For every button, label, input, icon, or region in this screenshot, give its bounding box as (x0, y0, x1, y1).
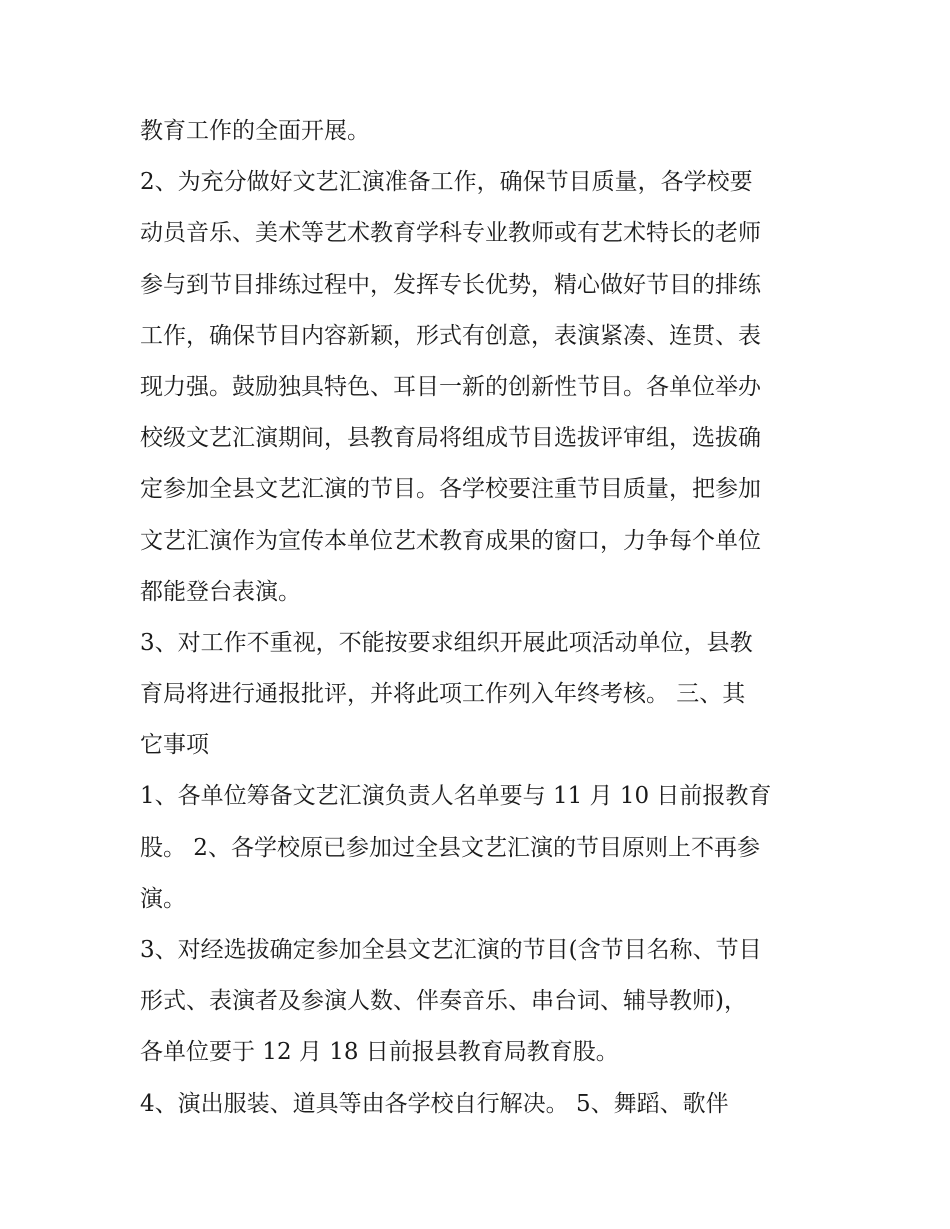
text-line: 演。 (140, 885, 186, 912)
text-line: 动员音乐、美术等艺术教育学科专业教师或有艺术特长的老师 (140, 220, 761, 247)
text-line: 3、对工作不重视，不能按要求组织开展此项活动单位，县教 (140, 629, 753, 656)
text-line: 股。 2、各学校原已参加过全县文艺汇演的节目原则上不再参 (140, 834, 760, 861)
text-line: 育局将进行通报批评，并将此项工作列入年终考核。 三、其 (140, 681, 746, 708)
text-line: 校级文艺汇演期间，县教育局将组成节目选拔评审组，选拔确 (140, 425, 761, 452)
text-line: 1、各单位筹备文艺汇演负责人名单要与 11 月 10 日前报教育 (140, 783, 772, 810)
text-line: 都能登台表演。 (140, 578, 301, 605)
text-line: 文艺汇演作为宣传本单位艺术教育成果的窗口，力争每个单位 (140, 527, 761, 554)
document-body (140, 106, 830, 1130)
text-line: 工作，确保节目内容新颖，形式有创意，表演紧凑、连贯、表 (140, 322, 761, 349)
text-line: 各单位要于 12 月 18 日前报县教育局教育股。 (140, 1039, 619, 1066)
text-line: 定参加全县文艺汇演的节目。各学校要注重节目质量，把参加 (140, 476, 761, 503)
text-line: 它事项 (140, 732, 209, 759)
text-line: 4、演出服装、道具等由各学校自行解决。 5、舞蹈、歌伴 (140, 1090, 729, 1117)
text-line: 参与到节目排练过程中，发挥专长优势，精心做好节目的排练 (140, 271, 761, 298)
text-line: 形式、表演者及参演人数、伴奏音乐、串台词、辅导教师)， (140, 988, 747, 1015)
text-line: 现力强。鼓励独具特色、耳目一新的创新性节目。各单位举办 (140, 373, 761, 400)
text-line: 教育工作的全面开展。 (140, 118, 370, 144)
text-line: 2、为充分做好文艺汇演准备工作，确保节目质量，各学校要 (140, 169, 753, 196)
text-line: 3、对经选拔确定参加全县文艺汇演的节目(含节目名称、节目 (140, 937, 762, 963)
